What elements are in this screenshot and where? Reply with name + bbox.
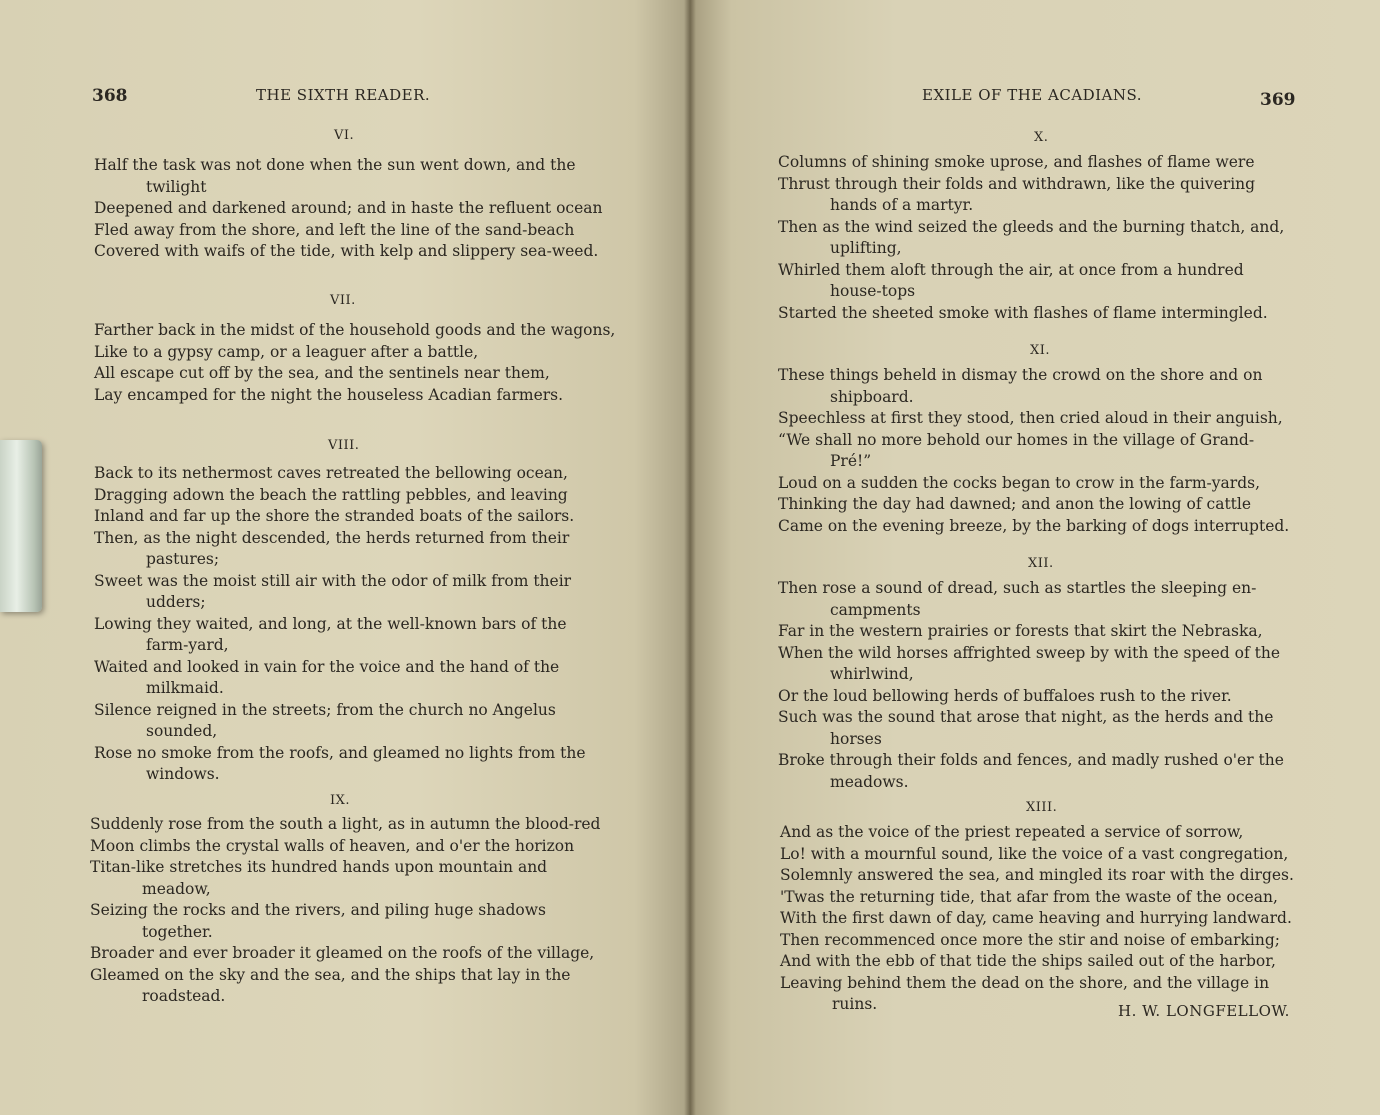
verse-line: Covered with waifs of the tide, with kelp and slippery sea-weed. [94, 242, 599, 260]
stanza-numeral: VII. [330, 293, 356, 308]
verse-line-continuation: udders; [146, 593, 206, 611]
stanza [778, 365, 1338, 537]
verse-line: All escape cut off by the sea, and the sentinels near them, [94, 364, 550, 382]
verse-line: Seizing the rocks and the rivers, and piling huge shadows [90, 901, 546, 919]
verse-line: Titan-like stretches its hundred hands upon mountain and [90, 858, 548, 876]
verse-line: Thrust through their folds and withdrawn, like the quivering [778, 174, 1256, 193]
verse-line: These things beheld in dismay the crowd on the shore and on [778, 366, 1263, 384]
verse-line: Inland and far up the shore the stranded boats of the sailors. [94, 507, 575, 525]
verse-line: Farther back in the midst of the household goods and the wagons, [94, 321, 616, 339]
verse-line: Half the task was not done when the sun went down, and the [94, 156, 576, 174]
verse-line-continuation: shipboard. [830, 387, 914, 406]
verse-line: With the first dawn of day, came heaving and hurrying landward. [780, 909, 1292, 927]
verse-line: Lowing they waited, and long, at the well-known bars of the [94, 614, 567, 633]
verse-line: Solemnly answered the sea, and mingled its roar with the dirges. [780, 866, 1294, 884]
verse-line-continuation: pastures; [146, 550, 220, 568]
stanza-numeral: IX. [330, 793, 351, 808]
verse-line: Came on the evening breeze, by the barking of dogs interrupted. [778, 516, 1290, 535]
stanza [780, 822, 1340, 1016]
page-clip [0, 440, 42, 612]
stanza [94, 463, 654, 786]
running-head: EXILE OF THE ACADIANS. [922, 86, 1143, 104]
verse-line-continuation: roadstead. [142, 987, 226, 1005]
running-head: THE SIXTH READER. [256, 86, 431, 104]
verse-line: Broke through their folds and fences, and madly rushed o'er the [778, 751, 1284, 769]
verse-line: Lay encamped for the night the houseless Acadian farmers. [94, 385, 564, 404]
stanza [778, 578, 1338, 793]
stanza [778, 152, 1338, 324]
verse-line: Then rose a sound of dread, such as startles the sleeping en- [778, 579, 1257, 597]
verse-line: Gleamed on the sky and the sea, and the ships that lay in the [90, 965, 571, 984]
verse-line: Columns of shining smoke uprose, and flashes of flame were [778, 153, 1255, 171]
verse-line-continuation: meadows. [830, 772, 909, 791]
verse-line-continuation: house-tops [830, 282, 916, 300]
verse-line-continuation: uplifting, [830, 239, 902, 257]
verse-line-continuation: campments [830, 600, 921, 619]
verse-line-continuation: farm-yard, [146, 636, 229, 654]
verse-line: Rose no smoke from the roofs, and gleamed no lights from the [94, 743, 586, 762]
verse-line: Broader and ever broader it gleamed on the roofs of the village, [90, 944, 595, 962]
stanza [90, 814, 650, 1008]
verse-line: Moon climbs the crystal walls of heaven, and o'er the horizon [90, 836, 575, 855]
verse-line: And as the voice of the priest repeated a service of sorrow, [780, 823, 1244, 841]
verse-line: Thinking the day had dawned; and anon the lowing of cattle [778, 495, 1252, 513]
stanza-numeral: XI. [1030, 343, 1051, 358]
verse-line: “We shall no more behold our homes in the village of Grand- [778, 430, 1255, 449]
verse-line-continuation: meadow, [142, 879, 211, 898]
verse-line: Then, as the night descended, the herds returned from their [94, 528, 570, 547]
stanza-numeral: VI. [334, 128, 355, 143]
verse-line-continuation: horses [830, 729, 882, 748]
verse-line: Dragging adown the beach the rattling pebbles, and leaving [94, 485, 568, 504]
verse-line: Far in the western prairies or forests that skirt the Nebraska, [778, 622, 1263, 640]
verse-line: 'Twas the returning tide, that afar from the waste of the ocean, [780, 887, 1278, 906]
stanza [94, 155, 654, 263]
stanza-numeral: XIII. [1026, 800, 1058, 815]
verse-line: Such was the sound that arose that night, as the herds and the [778, 708, 1274, 726]
verse-line: Leaving behind them the dead on the shore, and the village in [780, 973, 1270, 992]
verse-line: Whirled them aloft through the air, at once from a hundred [778, 260, 1244, 279]
verse-line: Then recommenced once more the stir and noise of embarking; [780, 930, 1280, 949]
verse-line-continuation: hands of a martyr. [830, 196, 974, 214]
verse-line: Waited and looked in vain for the voice and the hand of the [94, 657, 560, 676]
right-page [690, 0, 1380, 1115]
verse-line: Suddenly rose from the south a light, as in autumn the blood-red [90, 815, 601, 833]
verse-line-continuation: ruins. [832, 995, 878, 1013]
verse-line-continuation: twilight [146, 177, 207, 196]
verse-line: Loud on a sudden the cocks began to crow in the farm-yards, [778, 473, 1260, 492]
verse-line-continuation: together. [142, 922, 213, 941]
page-number: 369 [1260, 90, 1296, 110]
verse-line: Like to a gypsy camp, or a leaguer after a battle, [94, 342, 479, 361]
verse-line: Back to its nethermost caves retreated the bellowing ocean, [94, 464, 568, 482]
stanza-numeral: X. [1034, 130, 1049, 145]
verse-line: Deepened and darkened around; and in haste the refluent ocean [94, 199, 603, 217]
verse-line: Sweet was the moist still air with the odor of milk from their [94, 571, 572, 590]
verse-line: Silence reigned in the streets; from the church no Angelus [94, 700, 556, 719]
author-signature: H. W. LONGFELLOW. [1118, 1002, 1290, 1020]
stanza-numeral: XII. [1028, 556, 1054, 571]
verse-line: When the wild horses affrighted sweep by with the speed of the [778, 643, 1280, 662]
verse-line-continuation: whirlwind, [830, 665, 914, 683]
verse-line-continuation: milkmaid. [146, 679, 224, 697]
verse-line: And with the ebb of that tide the ships sailed out of the harbor, [780, 952, 1276, 970]
verse-line-continuation: windows. [146, 765, 220, 783]
verse-line-continuation: sounded, [146, 722, 218, 740]
verse-line: Then as the wind seized the gleeds and the burning thatch, and, [778, 217, 1285, 236]
verse-line-continuation: Pré!” [830, 452, 872, 470]
stanza-numeral: VIII. [328, 438, 360, 453]
verse-line: Fled away from the shore, and left the line of the sand-beach [94, 220, 575, 239]
verse-line: Speechless at first they stood, then cried aloud in their anguish, [778, 409, 1283, 427]
stanza [94, 320, 654, 406]
verse-line: Lo! with a mournful sound, like the voice of a vast congregation, [780, 844, 1289, 863]
book-gutter [684, 0, 696, 1115]
verse-line: Started the sheeted smoke with flashes of flame intermingled. [778, 303, 1268, 322]
verse-line: Or the loud bellowing herds of buffaloes rush to the river. [778, 686, 1232, 705]
page-number: 368 [92, 86, 128, 106]
